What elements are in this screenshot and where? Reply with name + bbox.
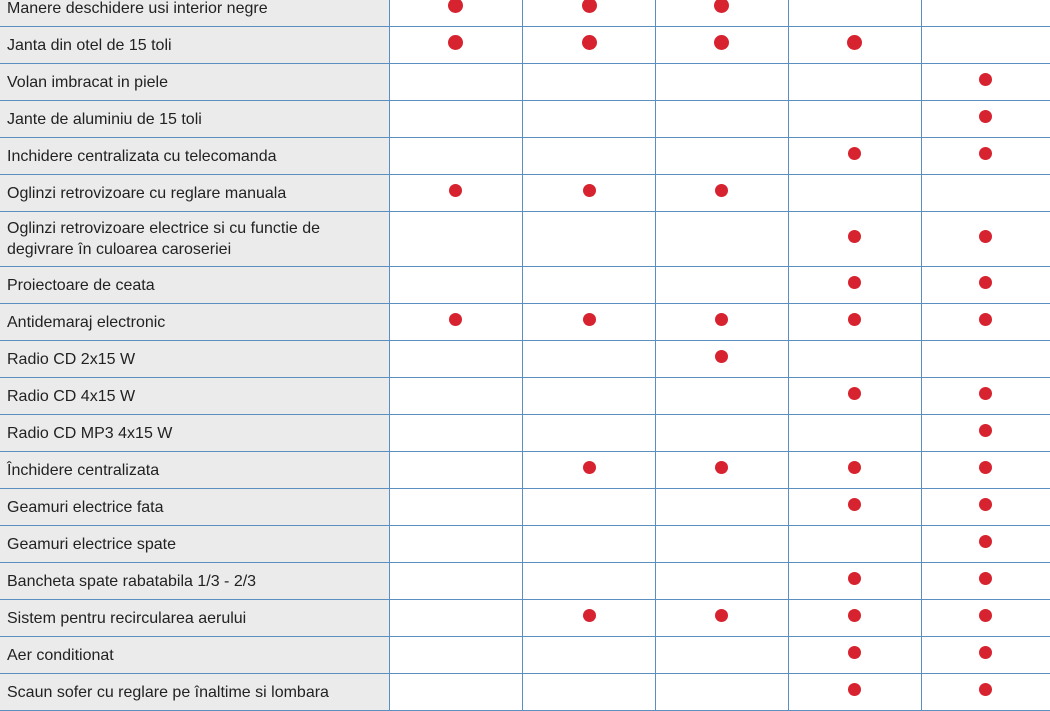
option-cell [921, 637, 1050, 674]
table-row [0, 304, 1050, 341]
option-cell [656, 378, 789, 415]
included-dot-icon [448, 0, 463, 13]
feature-label: Inchidere centralizata cu telecomanda [0, 138, 389, 175]
table-row [0, 452, 1050, 489]
included-dot-icon [582, 0, 597, 13]
option-cell [389, 212, 523, 267]
option-cell [788, 378, 921, 415]
included-dot-icon [583, 184, 596, 197]
feature-label: Oglinzi retrovizoare electrice si cu functie de degivrare în culoarea caroseriei [0, 212, 389, 267]
option-cell [921, 267, 1050, 304]
included-dot-icon [848, 498, 861, 511]
option-cell [389, 0, 523, 27]
option-cell [788, 138, 921, 175]
feature-label: Bancheta spate rabatabila 1/3 - 2/3 [0, 563, 389, 600]
option-cell [389, 101, 523, 138]
included-dot-icon [715, 609, 728, 622]
option-cell [656, 637, 789, 674]
option-cell [389, 27, 523, 64]
option-cell [389, 637, 523, 674]
option-cell [389, 526, 523, 563]
feature-label: Oglinzi retrovizoare cu reglare manuala [0, 175, 389, 212]
option-cell [656, 0, 789, 27]
option-cell [788, 600, 921, 637]
option-cell [788, 267, 921, 304]
option-cell [656, 452, 789, 489]
included-dot-icon [848, 147, 861, 160]
option-cell [921, 415, 1050, 452]
feature-label: Radio CD MP3 4x15 W [0, 415, 389, 452]
option-cell [523, 267, 656, 304]
included-dot-icon [714, 0, 729, 13]
feature-label: Manere deschidere usi interior negre [0, 0, 389, 27]
included-dot-icon [714, 35, 729, 50]
option-cell [523, 64, 656, 101]
table-row [0, 64, 1050, 101]
included-dot-icon [848, 683, 861, 696]
option-cell [523, 0, 656, 27]
option-cell [788, 341, 921, 378]
option-cell [656, 212, 789, 267]
table-row [0, 637, 1050, 674]
included-dot-icon [583, 609, 596, 622]
included-dot-icon [847, 35, 862, 50]
option-cell [921, 674, 1050, 711]
option-cell [921, 138, 1050, 175]
option-cell [523, 378, 656, 415]
table-row [0, 101, 1050, 138]
included-dot-icon [583, 461, 596, 474]
option-cell [389, 175, 523, 212]
option-cell [389, 563, 523, 600]
option-cell [788, 212, 921, 267]
option-cell [656, 267, 789, 304]
option-cell [389, 415, 523, 452]
table-row [0, 489, 1050, 526]
option-cell [389, 64, 523, 101]
option-cell [656, 304, 789, 341]
included-dot-icon [582, 35, 597, 50]
option-cell [788, 674, 921, 711]
included-dot-icon [979, 498, 992, 511]
option-cell [389, 378, 523, 415]
option-cell [389, 489, 523, 526]
option-cell [788, 637, 921, 674]
option-cell [523, 304, 656, 341]
option-cell [656, 101, 789, 138]
option-cell [656, 138, 789, 175]
option-cell [656, 526, 789, 563]
option-cell [921, 341, 1050, 378]
option-cell [788, 304, 921, 341]
option-cell [656, 563, 789, 600]
option-cell [788, 27, 921, 64]
option-cell [523, 452, 656, 489]
option-cell [921, 526, 1050, 563]
option-cell [523, 674, 656, 711]
included-dot-icon [979, 609, 992, 622]
option-cell [788, 101, 921, 138]
option-cell [523, 101, 656, 138]
feature-label: Geamuri electrice fata [0, 489, 389, 526]
included-dot-icon [848, 646, 861, 659]
included-dot-icon [979, 313, 992, 326]
feature-label: Proiectoare de ceata [0, 267, 389, 304]
feature-label: Scaun sofer cu reglare pe înaltime si lombara [0, 674, 389, 711]
option-cell [389, 267, 523, 304]
option-cell [921, 64, 1050, 101]
option-cell [523, 212, 656, 267]
option-cell [389, 304, 523, 341]
included-dot-icon [583, 313, 596, 326]
option-cell [921, 452, 1050, 489]
option-cell [656, 64, 789, 101]
option-cell [523, 415, 656, 452]
option-cell [656, 341, 789, 378]
feature-label: Sistem pentru recircularea aerului [0, 600, 389, 637]
table-row [0, 563, 1050, 600]
option-cell [523, 600, 656, 637]
table-row [0, 526, 1050, 563]
included-dot-icon [449, 313, 462, 326]
included-dot-icon [715, 461, 728, 474]
option-cell [921, 304, 1050, 341]
included-dot-icon [715, 350, 728, 363]
included-dot-icon [979, 646, 992, 659]
included-dot-icon [449, 184, 462, 197]
option-cell [389, 341, 523, 378]
option-cell [788, 489, 921, 526]
feature-label: Geamuri electrice spate [0, 526, 389, 563]
table-row [0, 674, 1050, 711]
option-cell [656, 489, 789, 526]
option-cell [523, 637, 656, 674]
included-dot-icon [979, 73, 992, 86]
table-row [0, 415, 1050, 452]
option-cell [921, 27, 1050, 64]
option-cell [921, 600, 1050, 637]
option-cell [389, 452, 523, 489]
feature-label: Radio CD 2x15 W [0, 341, 389, 378]
included-dot-icon [848, 230, 861, 243]
option-cell [921, 101, 1050, 138]
feature-label: Antidemaraj electronic [0, 304, 389, 341]
option-cell [389, 674, 523, 711]
table-row [0, 138, 1050, 175]
included-dot-icon [979, 387, 992, 400]
table-row [0, 267, 1050, 304]
included-dot-icon [848, 609, 861, 622]
option-cell [523, 175, 656, 212]
feature-label: Închidere centralizata [0, 452, 389, 489]
option-cell [921, 378, 1050, 415]
option-cell [921, 175, 1050, 212]
option-cell [523, 341, 656, 378]
included-dot-icon [979, 424, 992, 437]
included-dot-icon [979, 683, 992, 696]
table-row [0, 378, 1050, 415]
included-dot-icon [848, 387, 861, 400]
option-cell [389, 600, 523, 637]
included-dot-icon [979, 230, 992, 243]
included-dot-icon [979, 110, 992, 123]
table-row [0, 341, 1050, 378]
included-dot-icon [715, 313, 728, 326]
option-cell [788, 0, 921, 27]
option-cell [788, 563, 921, 600]
option-cell [788, 452, 921, 489]
table-row [0, 0, 1050, 27]
included-dot-icon [979, 147, 992, 160]
included-dot-icon [979, 572, 992, 585]
option-cell [788, 526, 921, 563]
option-cell [656, 415, 789, 452]
option-cell [788, 64, 921, 101]
included-dot-icon [979, 276, 992, 289]
included-dot-icon [848, 572, 861, 585]
included-dot-icon [848, 276, 861, 289]
table-row [0, 600, 1050, 637]
option-cell [921, 212, 1050, 267]
option-cell [788, 415, 921, 452]
option-cell [656, 674, 789, 711]
option-cell [656, 600, 789, 637]
option-cell [523, 526, 656, 563]
feature-label: Radio CD 4x15 W [0, 378, 389, 415]
included-dot-icon [979, 535, 992, 548]
option-cell [656, 27, 789, 64]
option-cell [523, 489, 656, 526]
option-cell [523, 563, 656, 600]
included-dot-icon [848, 461, 861, 474]
table-row [0, 212, 1050, 267]
option-cell [523, 27, 656, 64]
feature-label: Janta din otel de 15 toli [0, 27, 389, 64]
option-cell [656, 175, 789, 212]
option-cell [389, 138, 523, 175]
option-cell [921, 489, 1050, 526]
feature-label: Jante de aluminiu de 15 toli [0, 101, 389, 138]
feature-label: Volan imbracat in piele [0, 64, 389, 101]
option-cell [523, 138, 656, 175]
table-row [0, 27, 1050, 64]
option-cell [788, 175, 921, 212]
option-cell [921, 0, 1050, 27]
table-row [0, 175, 1050, 212]
option-cell [921, 563, 1050, 600]
included-dot-icon [448, 35, 463, 50]
included-dot-icon [979, 461, 992, 474]
feature-label: Aer conditionat [0, 637, 389, 674]
included-dot-icon [715, 184, 728, 197]
included-dot-icon [848, 313, 861, 326]
